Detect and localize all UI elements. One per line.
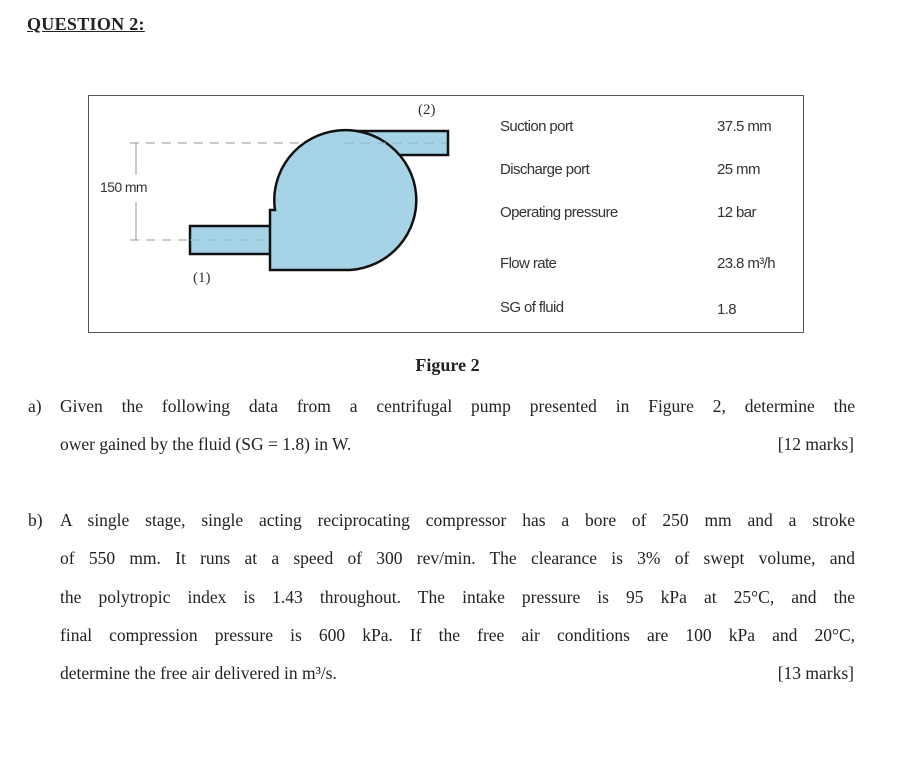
question-title: QUESTION 2: [27,14,145,34]
part-b-line: final compression pressure is 600 kPa. If the free air conditions are 100 kPa and 20°C, [60,625,855,645]
table-label: Operating pressure [500,204,618,221]
part-b-line: determine the free air delivered in m³/s. [60,663,337,683]
part-a-marker: a) [28,396,42,416]
part-b-line: the polytropic index is 1.43 throughout. The intake pressure is 95 kPa at 25°C, and the [60,587,855,607]
table-value: 12 bar [717,204,756,221]
point-1-label: (1) [193,270,211,286]
part-b-line: of 550 mm. It runs at a speed of 300 rev/min. The clearance is 3% of swept volume, and [60,548,855,568]
table-label: Flow rate [500,255,557,272]
table-value: 1.8 [717,301,737,318]
dimension-label: 150 mm [100,179,147,195]
part-a-marks: [12 marks] [777,434,854,454]
table-value: 25 mm [717,161,760,178]
part-b-marks: [13 marks] [777,663,854,683]
pump-casing [270,130,416,270]
table-value: 23.8 m³/h [717,255,775,272]
table-label: Suction port [500,118,573,135]
part-a-line: Given the following data from a centrifugal pump presented in Figure 2, determine the [60,396,855,416]
table-label: Discharge port [500,161,590,178]
table-label: SG of fluid [500,299,564,316]
figure-caption: Figure 2 [415,355,480,375]
table-value: 37.5 mm [717,118,772,135]
part-a-line: ower gained by the fluid (SG = 1.8) in W. [60,434,352,454]
point-2-label: (2) [418,102,436,118]
part-b-line: A single stage, single acting reciprocating compressor has a bore of 250 mm and a stroke [60,510,855,530]
part-b-marker: b) [28,510,43,530]
